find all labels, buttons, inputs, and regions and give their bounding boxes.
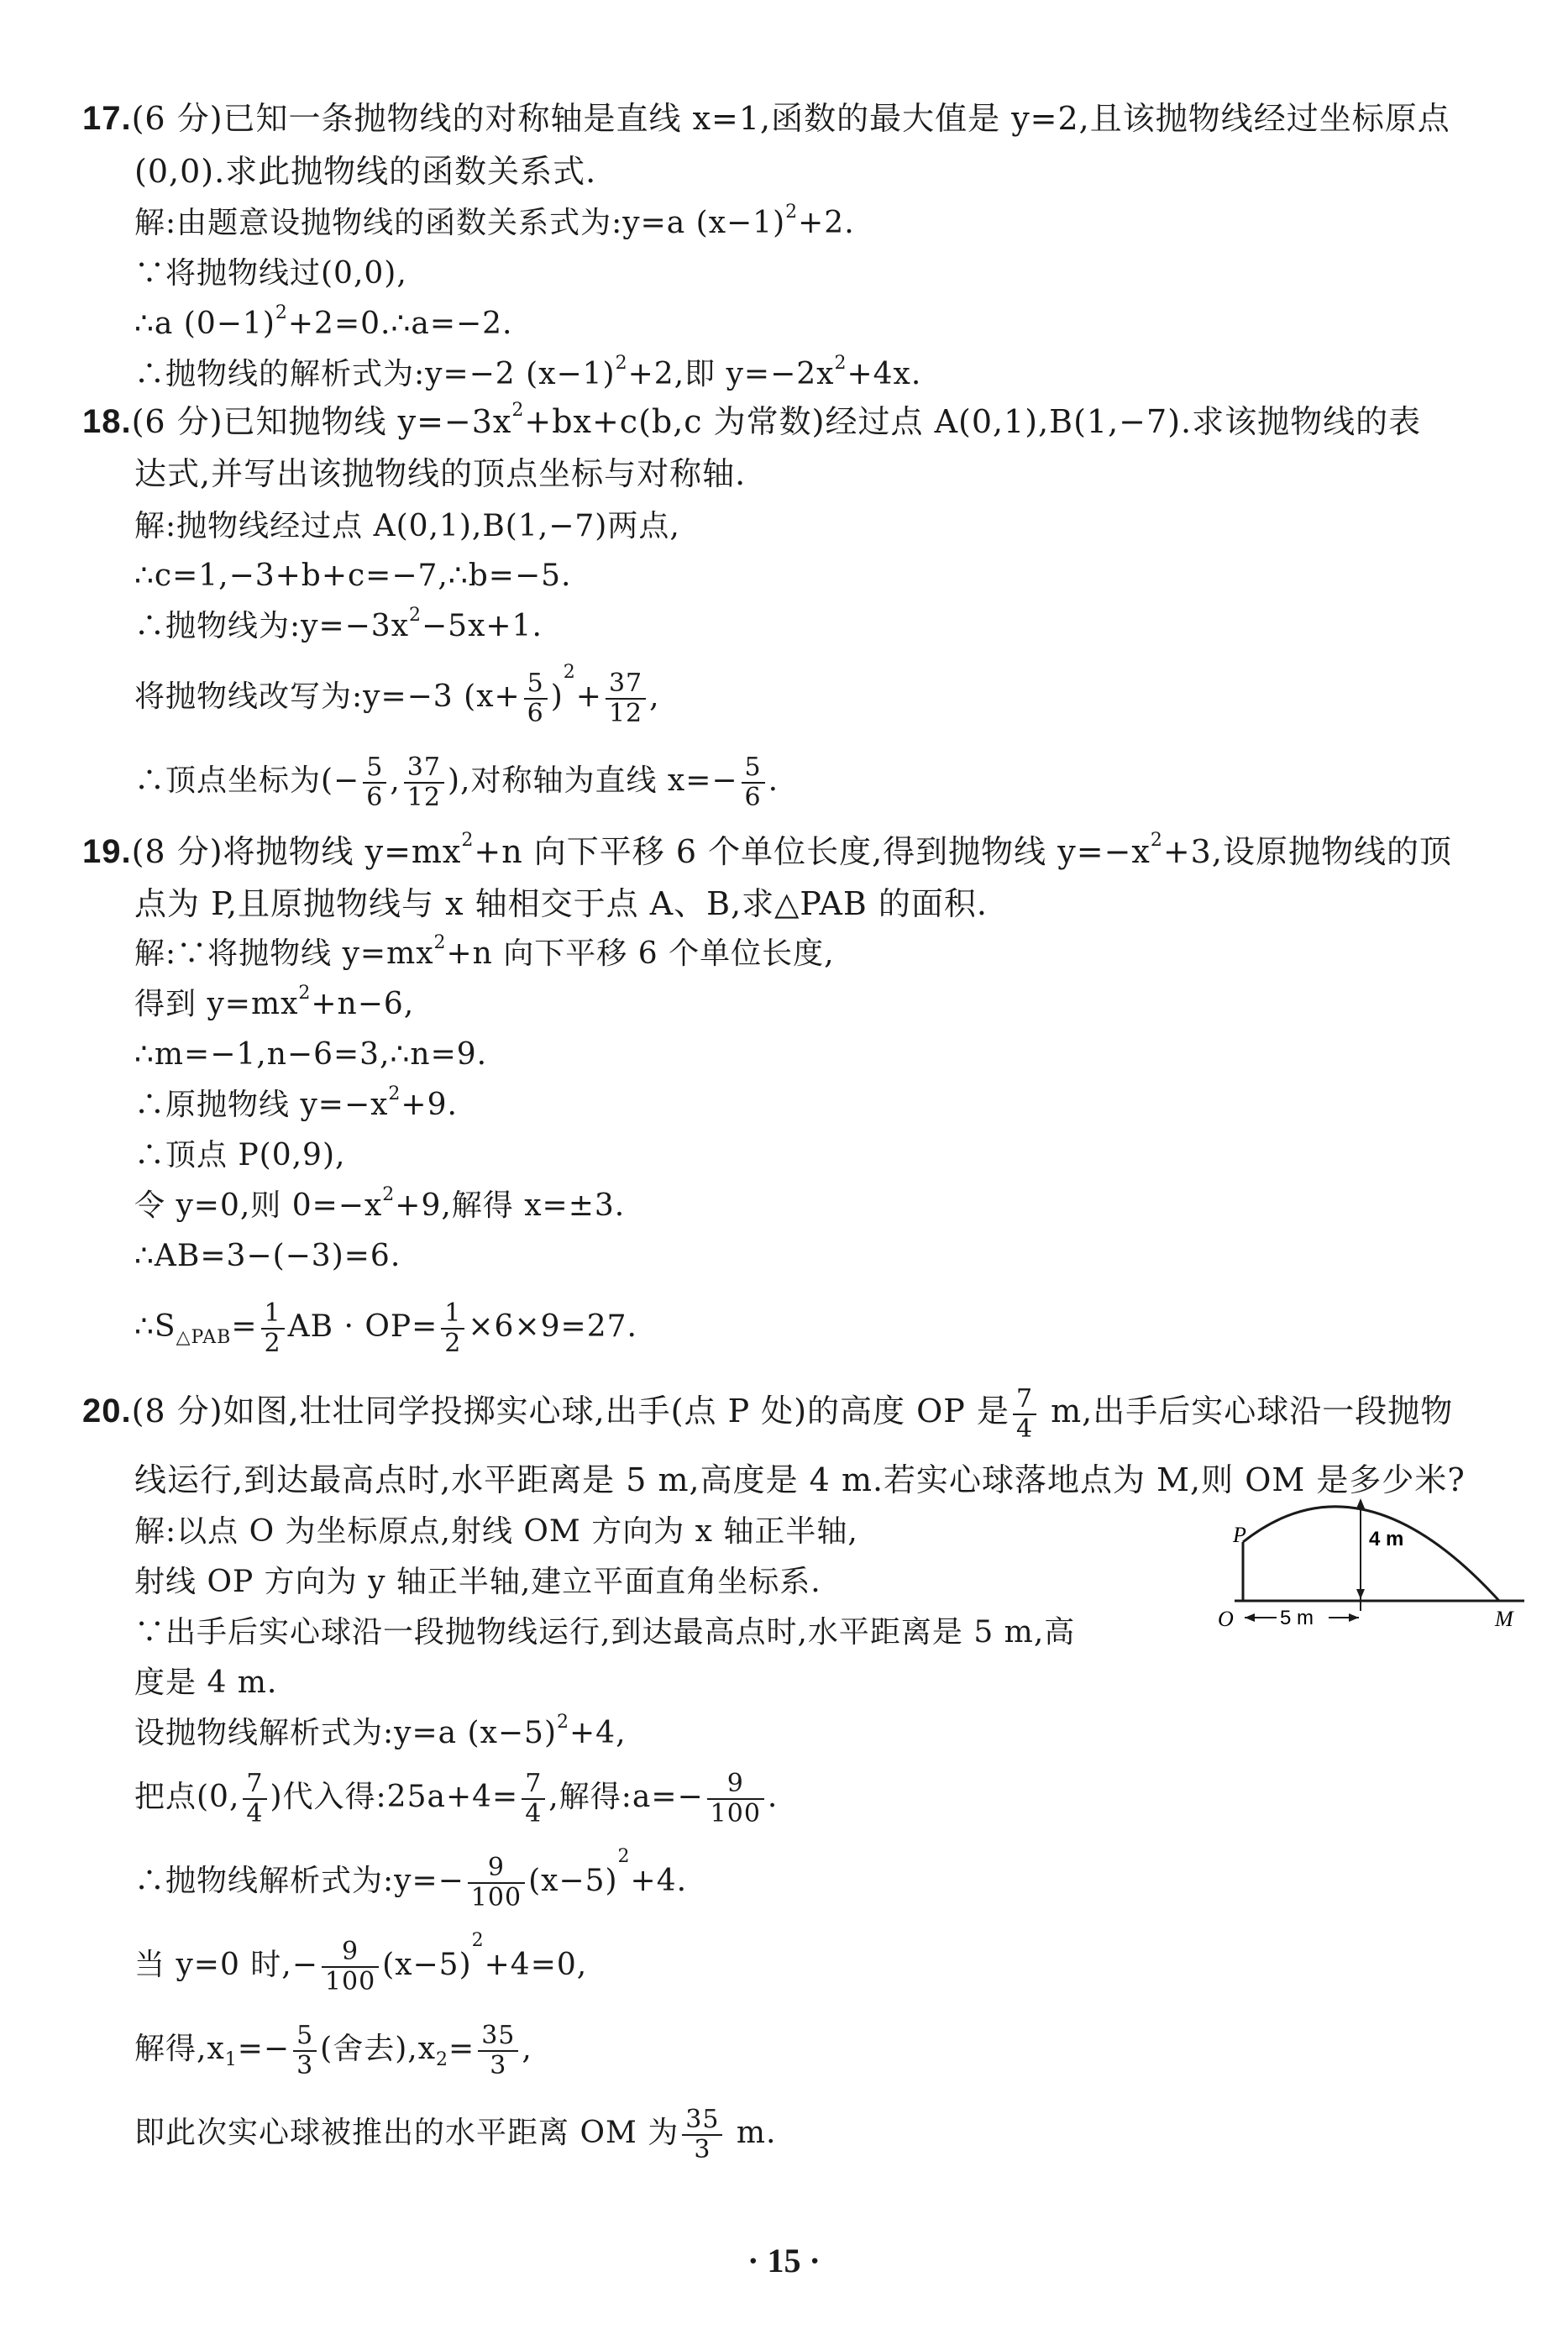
label-o: O bbox=[1218, 1607, 1234, 1629]
fraction: $\frac{5}{6}$ bbox=[742, 753, 765, 812]
q19-sol4: ∴原抛物线 $y=-x^2+9$. bbox=[134, 1083, 458, 1122]
height-arrow-top bbox=[1356, 1498, 1365, 1508]
fraction: $\frac{9}{100}$ bbox=[322, 1938, 379, 1996]
fraction: $\frac{37}{12}$ bbox=[404, 753, 444, 812]
fraction: $\frac{5}{6}$ bbox=[524, 669, 548, 728]
fraction: $\frac{35}{3}$ bbox=[682, 2106, 722, 2164]
q20-sol2: 射线 OP 方向为 y 轴正半轴,建立平面直角坐标系. bbox=[134, 1565, 821, 1599]
q17-line1: 17.(6 分)已知一条抛物线的对称轴是直线 x=1,函数的最大值是 y=2,且该抛物线经过坐标原点 bbox=[82, 100, 1450, 137]
q19-sol7: ∴AB=3−(−3)=6. bbox=[134, 1239, 401, 1273]
q19-sol2: 得到 $y=mx^2+n-6$, bbox=[134, 983, 415, 1021]
q20-sol8: 当 y=0 时,− $\frac{9}{100}$ $(x-5)^2+4=0$, bbox=[134, 1930, 588, 1996]
q20-line1: 20.(8 分)如图,壮壮同学投掷实心球,出手(点 P 处)的高度 OP 是 $\frac{7}{4}$ m,出手后实心球沿一段抛物 bbox=[82, 1383, 1454, 1444]
parabola-path bbox=[1243, 1507, 1499, 1601]
fraction: $\frac{5}{6}$ bbox=[363, 753, 386, 812]
q19-sol8: $\therefore S_{\triangle PAB}=$ $\frac{1}{2}$ AB · OP= $\frac{1}{2}$ ×6×9=27. bbox=[134, 1298, 637, 1358]
q20-sol6: 把点(0, $\frac{7}{4}$ )代入得:25a+4= $\frac{7}{4}$ ,解得:a=− $\frac{9}{100}$ . bbox=[134, 1769, 779, 1828]
q20-sol7: ∴抛物线解析式为:y=− $\frac{9}{100}$ $(x-5)^2+4$. bbox=[134, 1846, 688, 1912]
q20-sol4: 度是 4 m. bbox=[134, 1665, 278, 1700]
fraction: $\frac{35}{3}$ bbox=[478, 2022, 518, 2080]
q20-sol5: 设抛物线解析式为:y=a $(x-5)^2+4$, bbox=[134, 1712, 627, 1750]
fraction: $\frac{5}{3}$ bbox=[293, 2022, 317, 2080]
q20-sol3: ∵出手后实心球沿一段抛物线运行,到达最高点时,水平距离是 5 m,高 bbox=[134, 1615, 1076, 1650]
fraction: $\frac{7}{4}$ bbox=[1013, 1385, 1036, 1444]
q19-sol6: 令 y=0,则 $0=-x^2+9$,解得 x=±3. bbox=[134, 1184, 626, 1223]
q20-sol9: 解得$,x_1=-$ $\frac{5}{3}$ (舍去)$,x_2=$ $\frac{35}{3}$ , bbox=[134, 2021, 532, 2080]
q20-line2: 线运行,到达最高点时,水平距离是 5 m,高度是 4 m.若实心球落地点为 M,则 OM 是多少米? bbox=[134, 1461, 1466, 1498]
fraction: $\frac{7}{4}$ bbox=[243, 1770, 266, 1828]
q20-sol10: 即此次实心球被推出的水平距离 OM 为 $\frac{35}{3}$ m. bbox=[134, 2105, 777, 2164]
label-m: M bbox=[1495, 1607, 1513, 1629]
q18-line2: 达式,并写出该抛物线的顶点坐标与对称轴. bbox=[134, 455, 747, 492]
label-p: P bbox=[1233, 1523, 1246, 1547]
q17-sol1: 解:由题意设抛物线的函数关系式为:y=a $(x-1)^2+2$. bbox=[134, 202, 855, 240]
q17-sol4: ∴抛物线的解析式为:y=−2 $(x-1)^2+2$,即 $y=-2x^2+4x$. bbox=[134, 353, 922, 391]
q18-sol2: ∴c=1,−3+b+c=−7,∴b=−5. bbox=[134, 559, 572, 593]
fraction: $\frac{1}{2}$ bbox=[441, 1299, 464, 1358]
width-arrow-right bbox=[1349, 1613, 1359, 1622]
q19-sol3: ∴m=−1,n−6=3,∴n=9. bbox=[134, 1037, 488, 1072]
height-arrow-bottom bbox=[1356, 1589, 1365, 1599]
q18-sol1: 解:抛物线经过点 A(0,1),B(1,−7)两点, bbox=[134, 509, 680, 543]
q18-sol4: 将抛物线改写为:y=−3 (x+ $\frac{5}{6}$ )$^2$+ $\frac{37}{12}$ , bbox=[134, 662, 660, 728]
q17-number: 17. bbox=[82, 100, 132, 137]
width-arrow-left bbox=[1245, 1613, 1255, 1622]
q18-sol3: ∴抛物线为$:y=-3x^2-5x+1$. bbox=[134, 605, 543, 643]
q19-sol1: 解:∵将抛物线 $y=mx^2+n$ 向下平移 6 个单位长度, bbox=[134, 932, 835, 971]
fraction: $\frac{1}{2}$ bbox=[261, 1299, 285, 1358]
q18-number: 18. bbox=[82, 403, 132, 440]
fraction: $\frac{9}{100}$ bbox=[707, 1770, 764, 1828]
q19-sol5: ∴顶点 P(0,9), bbox=[134, 1138, 346, 1172]
fraction: $\frac{7}{4}$ bbox=[522, 1770, 545, 1828]
q17-sol3: ∴a $(0-1)^2+2=0.\therefore a=-2$. bbox=[134, 302, 513, 341]
q17-sol2: ∵将抛物线过(0,0), bbox=[134, 256, 407, 291]
label-height: 4 m bbox=[1369, 1528, 1404, 1550]
label-width: 5 m bbox=[1280, 1607, 1314, 1629]
q18-sol5: ∴顶点坐标为(− $\frac{5}{6}$ , $\frac{37}{12}$ ),对称轴为直线 x=− $\frac{5}{6}$ . bbox=[134, 753, 779, 812]
q17-line2: (0,0).求此抛物线的函数关系式. bbox=[134, 153, 597, 190]
q19-line2: 点为 P,且原抛物线与 x 轴相交于点 A、B,求△PAB 的面积. bbox=[134, 885, 988, 922]
fraction: $\frac{9}{100}$ bbox=[468, 1854, 525, 1912]
trajectory-figure bbox=[1193, 1495, 1529, 1629]
q20-sol1: 解:以点 O 为坐标原点,射线 OM 方向为 x 轴正半轴, bbox=[134, 1514, 858, 1549]
q19-number: 19. bbox=[82, 833, 132, 870]
q18-line1: 18.(6 分)已知抛物线 $y=-3x^2+bx+c(b,c$ 为常数)经过点 A(0,1),B(1,−7).求该抛物线的表 bbox=[82, 400, 1422, 440]
page-number: · 15 · bbox=[747, 2242, 821, 2279]
q20-number: 20. bbox=[82, 1393, 132, 1429]
fraction: $\frac{37}{12}$ bbox=[606, 669, 646, 728]
q19-line1: 19.(8 分)将抛物线 $y=mx^2+n$ 向下平移 6 个单位长度,得到抛物线 $y=-x^2+3$,设原抛物线的顶 bbox=[82, 830, 1452, 870]
